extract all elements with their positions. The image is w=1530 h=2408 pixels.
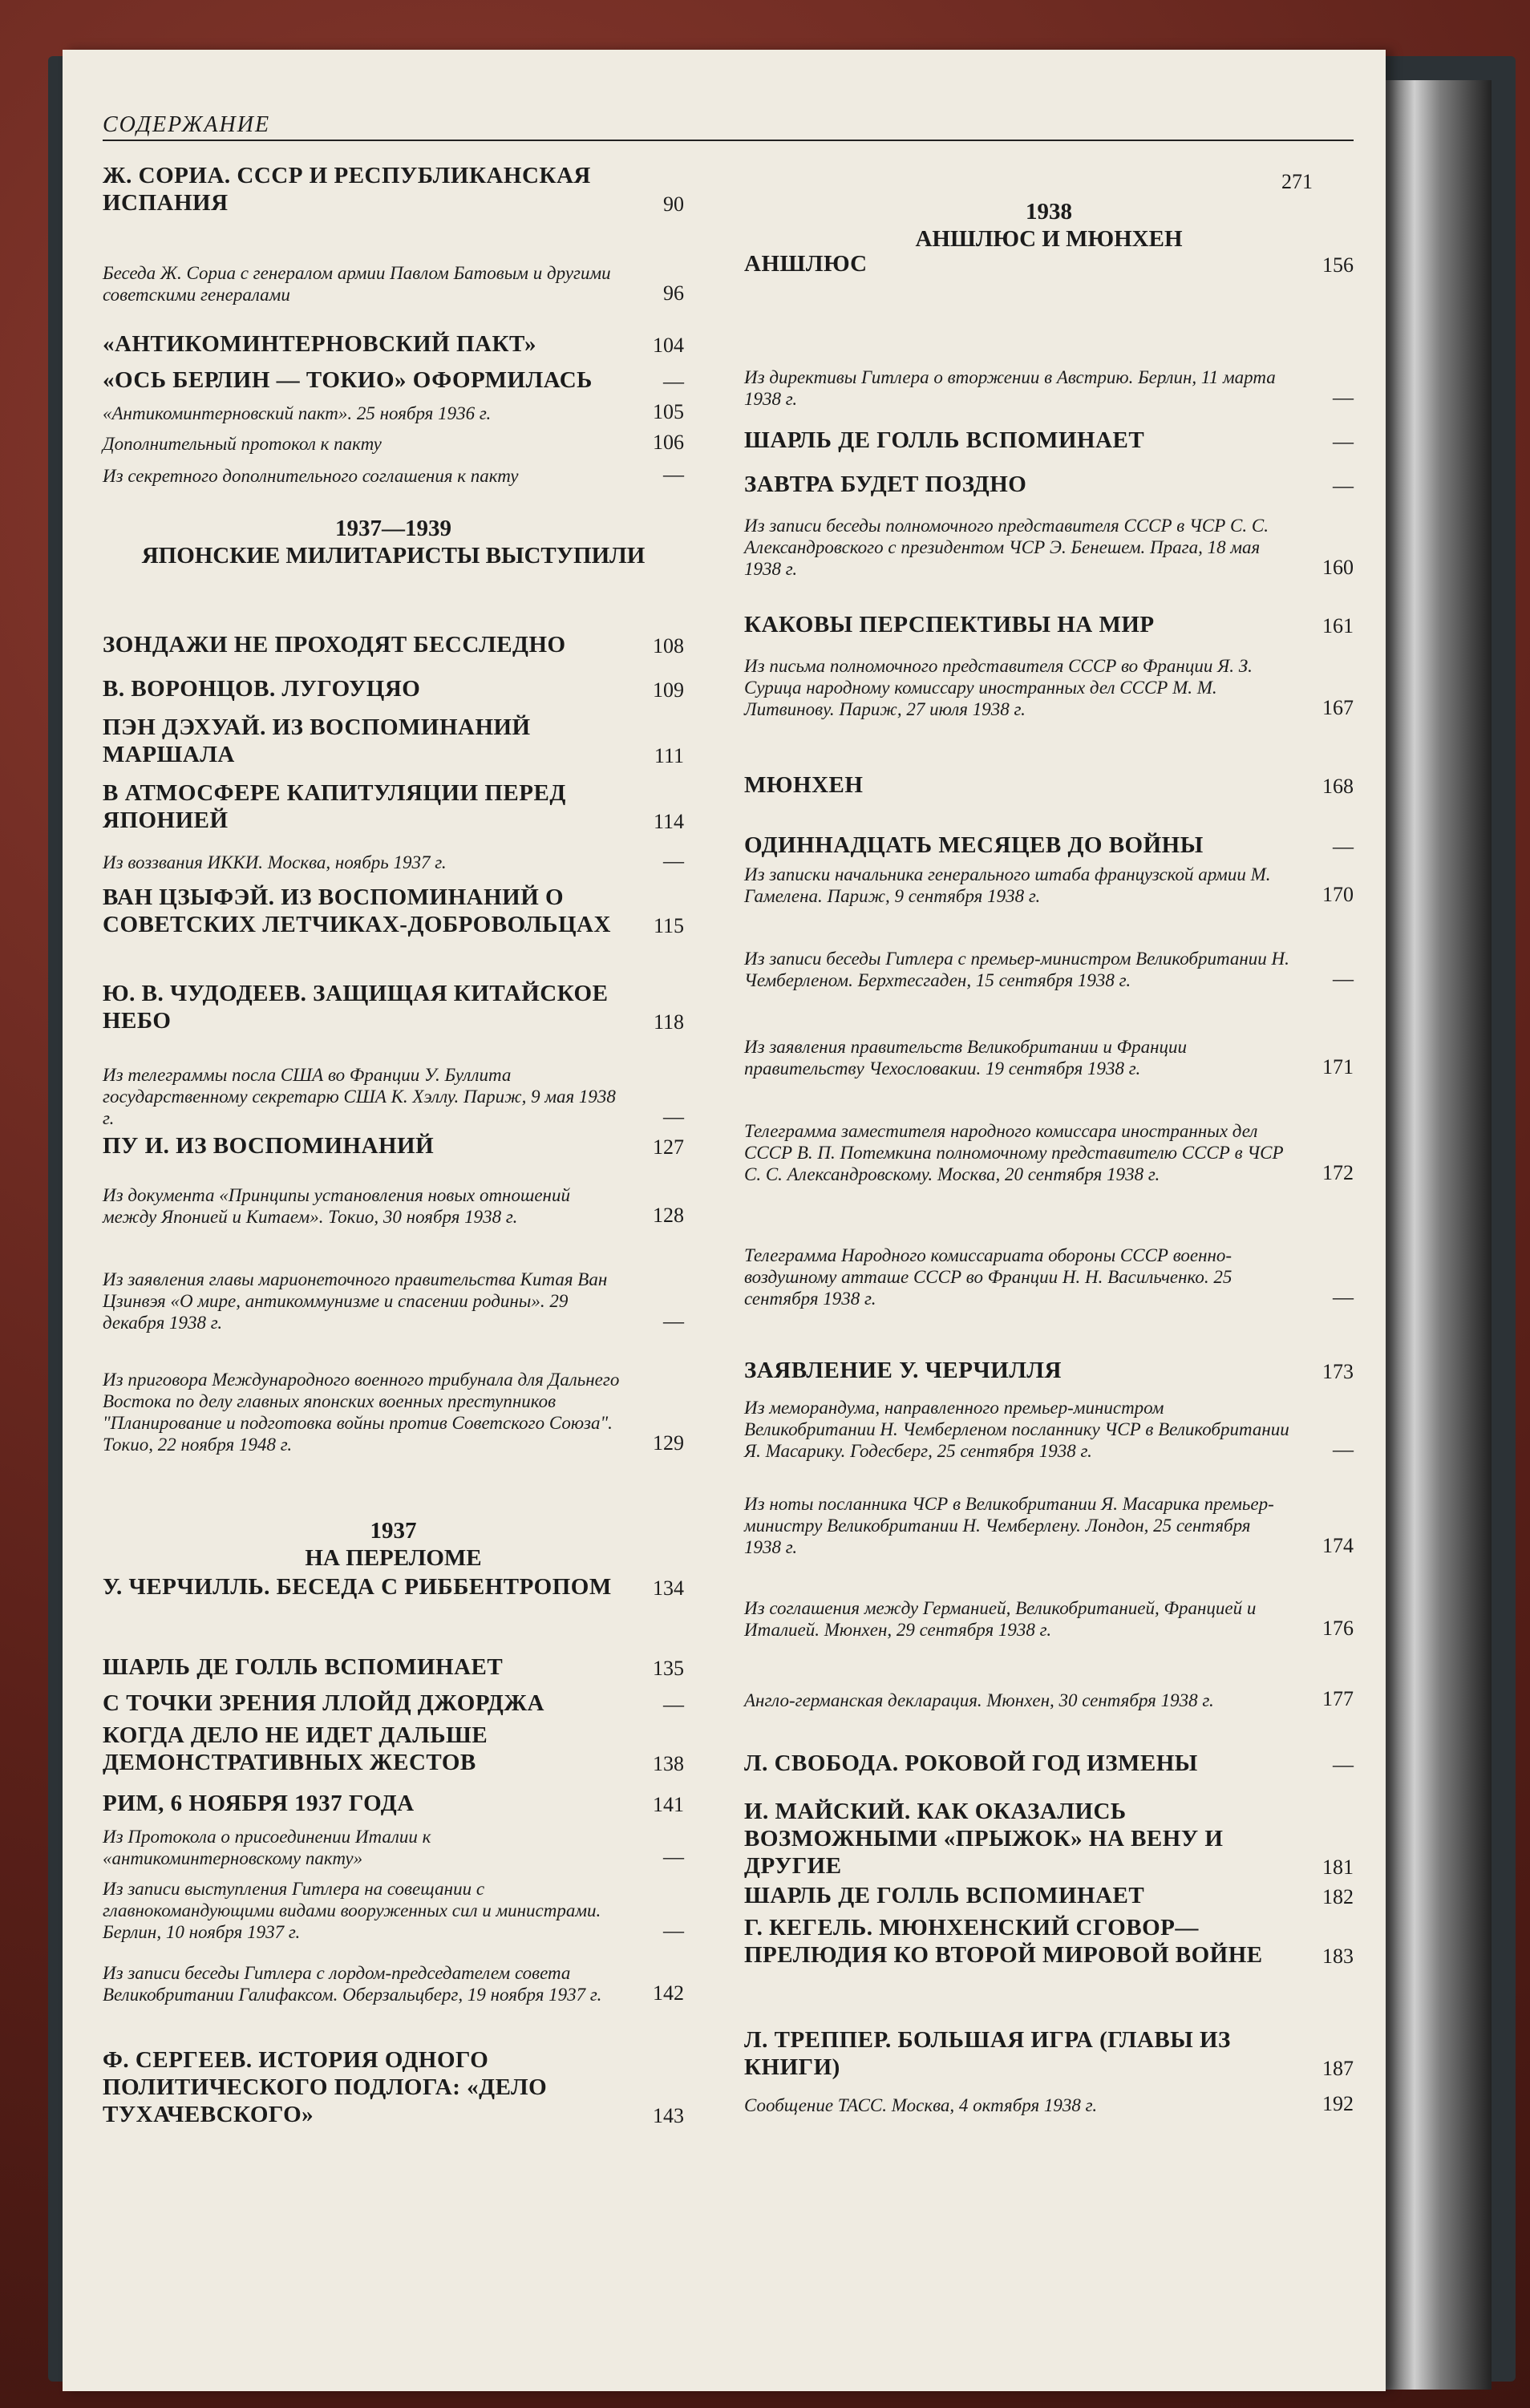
- entry-page-number: 127: [653, 1135, 684, 1159]
- toc-document-entry[interactable]: [103, 1064, 684, 1129]
- entry-title: «АНТИКОМИНТЕРНОВСКИЙ ПАКТ»: [103, 331, 537, 357]
- entry-page-number: 114: [653, 810, 684, 833]
- entry-page-number: —: [663, 1105, 684, 1128]
- toc-document-entry[interactable]: [744, 2094, 1354, 2116]
- entry-note: Дополнительный протокол к пакту: [103, 434, 382, 454]
- entry-note: Беседа Ж. Сориа с генералом армии Павлом Батовым и другими советскими генералами: [103, 263, 611, 305]
- entry-page-number: 182: [1322, 1885, 1354, 1908]
- entry-page-number: 161: [1322, 614, 1354, 637]
- entry-page-number: —: [663, 1309, 684, 1333]
- toc-document-entry[interactable]: [744, 1036, 1354, 1079]
- toc-entry[interactable]: [744, 1798, 1354, 1880]
- entry-page-number: 96: [663, 281, 684, 305]
- entry-page-number: 173: [1322, 1360, 1354, 1383]
- entry-title: ПУ И. ИЗ ВОСПОМИНАНИЙ: [103, 1133, 435, 1159]
- entry-page-number: —: [1333, 835, 1354, 858]
- entry-page-number: —: [663, 1845, 684, 1868]
- toc-document-entry[interactable]: [744, 655, 1354, 720]
- toc-entry[interactable]: [103, 162, 684, 217]
- entry-title: В. ВОРОНЦОВ. ЛУГОУЦЯО: [103, 676, 421, 702]
- entry-page-number: 115: [653, 914, 684, 937]
- entry-note: Из заявления главы марионеточного правительства Китая Ван Цзинвэя «О мире, антикоммунизме и спасении родины». 29 декабря 1938 г.: [103, 1269, 608, 1333]
- toc-entry[interactable]: [744, 1882, 1354, 1909]
- toc-entry[interactable]: [744, 1357, 1354, 1384]
- section-title: ЯПОНСКИЕ МИЛИТАРИСТЫ ВЫСТУПИЛИ: [141, 543, 646, 569]
- toc-document-entry[interactable]: [744, 1597, 1354, 1641]
- entry-note: Из директивы Гитлера о вторжении в Австрию. Берлин, 11 марта 1938 г.: [744, 367, 1276, 409]
- toc-document-entry[interactable]: [103, 433, 684, 455]
- entry-page-number: 170: [1322, 883, 1354, 906]
- toc-entry[interactable]: [744, 1750, 1354, 1777]
- toc-document-entry[interactable]: [103, 1184, 684, 1228]
- toc-entry[interactable]: [103, 675, 684, 702]
- entry-title: Ж. СОРИА. СССР И РЕСПУБЛИКАНСКАЯ ИСПАНИЯ: [103, 163, 591, 216]
- entry-title: ЗАЯВЛЕНИЕ У. ЧЕРЧИЛЛЯ: [744, 1358, 1062, 1383]
- entry-title: «ОСЬ БЕРЛИН — ТОКИО» ОФОРМИЛАСЬ: [103, 367, 593, 393]
- toc-document-entry[interactable]: [744, 1687, 1354, 1711]
- entry-page-number: 141: [653, 1793, 684, 1816]
- entry-note: Из заявления правительств Великобритании и Франции правительству Чехословакии. 19 сентября 1938 г.: [744, 1037, 1187, 1079]
- entry-title: ПЭН ДЭХУАЙ. ИЗ ВОСПОМИНАНИЙ МАРШАЛА: [103, 714, 531, 767]
- entry-title: ОДИННАДЦАТЬ МЕСЯЦЕВ ДО ВОЙНЫ: [744, 832, 1204, 858]
- toc-entry[interactable]: [103, 330, 684, 358]
- entry-page-number: 143: [653, 2104, 684, 2127]
- entry-page-number: 129: [653, 1431, 684, 1455]
- toc-entry[interactable]: [103, 884, 684, 938]
- entry-note: Из записки начальника генерального штаба французской армии М. Гамелена. Париж, 9 сентября 1938 г.: [744, 864, 1271, 906]
- entry-page-number: 181: [1322, 1856, 1354, 1879]
- entry-page-number: 138: [653, 1752, 684, 1775]
- section-heading: [744, 198, 1354, 253]
- entry-note: Из записи выступления Гитлера на совещании с главнокомандующими видами вооруженных сил и министрами. Берлин, 10 ноября 1937 г.: [103, 1879, 601, 1942]
- entry-page-number: —: [1333, 1438, 1354, 1461]
- toc-entry[interactable]: [103, 980, 684, 1034]
- toc-document-entry[interactable]: [744, 515, 1354, 580]
- entry-page-number: 108: [653, 634, 684, 658]
- entry-page-number: 134: [653, 1576, 684, 1600]
- entry-note: «Антикоминтерновский пакт». 25 ноября 1936 г.: [103, 403, 492, 423]
- toc-document-entry[interactable]: [744, 948, 1354, 991]
- entry-page-number: —: [663, 1919, 684, 1942]
- entry-page-number: 111: [654, 744, 684, 767]
- entry-page-number: 104: [653, 334, 684, 357]
- entry-note: Из записи беседы полномочного представителя СССР в ЧСР С. С. Александровского с президентом ЧСР Э. Бенешем. Прага, 18 мая 1938 г.: [744, 516, 1269, 579]
- toc-document-entry[interactable]: [103, 1878, 684, 1943]
- toc-entry[interactable]: [103, 779, 684, 834]
- book-page: [63, 50, 1386, 2391]
- entry-note: Из секретного дополнительного соглашения к пакту: [103, 466, 519, 486]
- toc-document-entry[interactable]: [744, 1244, 1354, 1309]
- entry-page-number: 90: [663, 192, 684, 216]
- toc-document-entry[interactable]: [103, 400, 684, 424]
- entry-page-number: —: [1333, 386, 1354, 409]
- entry-page-number: —: [1333, 430, 1354, 453]
- entry-page-number: 106: [653, 431, 684, 454]
- entry-page-number: —: [1333, 967, 1354, 990]
- toc-entry[interactable]: [103, 366, 684, 394]
- toc-document-entry[interactable]: [744, 1397, 1354, 1462]
- entry-page-number: 174: [1322, 1534, 1354, 1557]
- toc-document-entry[interactable]: [103, 1369, 684, 1455]
- entry-page-number: 177: [1322, 1687, 1354, 1710]
- entry-page-number: —: [663, 849, 684, 872]
- section-year: 1938: [1026, 199, 1072, 225]
- entry-note: Из соглашения между Германией, Великобританией, Францией и Италией. Мюнхен, 29 сентября 1938 г.: [744, 1598, 1257, 1640]
- toc-entry[interactable]: [103, 1790, 684, 1817]
- section-heading: [103, 1517, 684, 1572]
- section-heading: [103, 515, 684, 569]
- toc-entry[interactable]: [744, 250, 1354, 277]
- entry-note: Англо-германская декларация. Мюнхен, 30 сентября 1938 г.: [744, 1690, 1214, 1710]
- entry-title: ЗАВТРА БУДЕТ ПОЗДНО: [744, 471, 1027, 497]
- entry-title: В АТМОСФЕРЕ КАПИТУЛЯЦИИ ПЕРЕД ЯПОНИЕЙ: [103, 780, 566, 833]
- toc-entry[interactable]: [103, 2046, 684, 2128]
- toc-entry[interactable]: [103, 714, 684, 768]
- entry-page-number: —: [663, 1693, 684, 1716]
- entry-page-number: —: [1333, 474, 1354, 497]
- toc-entry[interactable]: [744, 1914, 1354, 1969]
- entry-page-number: 171: [1322, 1055, 1354, 1079]
- entry-note: Из Протокола о присоединении Италии к «антикоминтерновскому пакту»: [103, 1827, 431, 1868]
- entry-page-number: 183: [1322, 1945, 1354, 1968]
- entry-title: КОГДА ДЕЛО НЕ ИДЕТ ДАЛЬШЕ ДЕМОНСТРАТИВНЫХ ЖЕСТОВ: [103, 1722, 488, 1775]
- entry-title: ШАРЛЬ ДЕ ГОЛЛЬ ВСПОМИНАЕТ: [744, 1883, 1145, 1908]
- entry-page-number: 135: [653, 1657, 684, 1680]
- entry-note: Из ноты посланника ЧСР в Великобритании Я. Масарика премьер-министру Великобритании Н. Чемберлену. Лондон, 25 сентября 1938 г.: [744, 1494, 1274, 1557]
- entry-page-number: —: [1333, 1753, 1354, 1776]
- entry-note: Из телеграммы посла США во Франции У. Буллита государственному секретарю США К. Хэллу. Париж, 9 мая 1938 г.: [103, 1065, 616, 1128]
- entry-page-number: —: [663, 370, 684, 393]
- entry-page-number: —: [663, 463, 684, 486]
- entry-title: Ю. В. ЧУДОДЕЕВ. ЗАЩИЩАЯ КИТАЙСКОЕ НЕБО: [103, 981, 609, 1034]
- page-number: 271: [1281, 170, 1313, 193]
- toc-entry[interactable]: [744, 471, 1354, 498]
- toc-entry[interactable]: [103, 631, 684, 658]
- entry-page-number: 118: [653, 1010, 684, 1034]
- entry-title: Л. СВОБОДА. РОКОВОЙ ГОД ИЗМЕНЫ: [744, 1750, 1198, 1776]
- entry-note: Из письма полномочного представителя СССР во Франции Я. З. Сурица народному комиссару иностранных дел СССР М. М. Литвинову. Париж, 27 июля 1938 г.: [744, 656, 1253, 719]
- toc-entry[interactable]: [103, 1690, 684, 1717]
- entry-note: Из записи беседы Гитлера с премьер-министром Великобритании Н. Чемберленом. Берхтесгаден, 15 сентября 1938 г.: [744, 949, 1289, 990]
- toc-entry[interactable]: [744, 2026, 1354, 2081]
- toc-entry[interactable]: [744, 832, 1354, 859]
- toc-document-entry[interactable]: [103, 465, 684, 487]
- toc-entry[interactable]: [744, 427, 1354, 454]
- toc-document-entry[interactable]: [744, 1493, 1354, 1558]
- entry-page-number: 168: [1322, 775, 1354, 798]
- section-year: 1937—1939: [335, 516, 451, 541]
- entry-title: Л. ТРЕППЕР. БОЛЬШАЯ ИГРА (ГЛАВЫ ИЗ КНИГИ): [744, 2027, 1231, 2080]
- entry-note: Из документа «Принципы установления новых отношений между Японией и Китаем». Токио, 30 ноября 1938 г.: [103, 1185, 570, 1227]
- entry-note: Из воззвания ИККИ. Москва, ноябрь 1937 г.: [103, 852, 447, 872]
- entry-note: Из записи беседы Гитлера с лордом-председателем совета Великобритании Галифаксом. Оберзальцберг, 19 ноября 1937 г.: [103, 1963, 602, 2005]
- entry-page-number: 187: [1322, 2057, 1354, 2080]
- entry-page-number: 176: [1322, 1617, 1354, 1640]
- entry-note: Сообщение ТАСС. Москва, 4 октября 1938 г.: [744, 2095, 1098, 2115]
- toc-document-entry[interactable]: [744, 366, 1354, 410]
- toc-document-entry[interactable]: [744, 864, 1354, 907]
- entry-title: МЮНХЕН: [744, 772, 864, 798]
- entry-title: ШАРЛЬ ДЕ ГОЛЛЬ ВСПОМИНАЕТ: [103, 1654, 504, 1680]
- entry-page-number: 172: [1322, 1161, 1354, 1184]
- entry-title: Ф. СЕРГЕЕВ. ИСТОРИЯ ОДНОГО ПОЛИТИЧЕСКОГО ПОДЛОГА: «ДЕЛО ТУХАЧЕВСКОГО»: [103, 2047, 548, 2127]
- entry-page-number: 192: [1322, 2092, 1354, 2115]
- section-title: АНШЛЮС И МЮНХЕН: [915, 226, 1183, 252]
- entry-title: ВАН ЦЗЫФЭЙ. ИЗ ВОСПОМИНАНИЙ О СОВЕТСКИХ ЛЕТЧИКАХ-ДОБРОВОЛЬЦАХ: [103, 884, 611, 937]
- entry-title: РИМ, 6 НОЯБРЯ 1937 ГОДА: [103, 1791, 415, 1816]
- entry-title: ЗОНДАЖИ НЕ ПРОХОДЯТ БЕССЛЕДНО: [103, 632, 566, 658]
- toc-entry[interactable]: [744, 771, 1354, 799]
- entry-title: С ТОЧКИ ЗРЕНИЯ ЛЛОЙД ДЖОРДЖА: [103, 1690, 544, 1716]
- header-rule: [103, 140, 1354, 141]
- entry-page-number: 128: [653, 1204, 684, 1227]
- toc-entry[interactable]: [103, 1573, 684, 1601]
- entry-page-number: 105: [653, 400, 684, 423]
- toc-document-entry[interactable]: [103, 1826, 684, 1869]
- toc-document-entry[interactable]: [103, 262, 684, 306]
- entry-note: Телеграмма Народного комиссариата обороны СССР военно-воздушному атташе СССР во Франции Н. Н. Васильченко. 25 сентября 1938 г.: [744, 1245, 1232, 1309]
- toc-document-entry[interactable]: [744, 1120, 1354, 1185]
- toc-entry[interactable]: [103, 1653, 684, 1681]
- entry-page-number: —: [1333, 1285, 1354, 1309]
- entry-title: У. ЧЕРЧИЛЛЬ. БЕСЕДА С РИББЕНТРОПОМ: [103, 1574, 612, 1600]
- section-title: НА ПЕРЕЛОМЕ: [305, 1545, 482, 1571]
- entry-note: Из меморандума, направленного премьер-министром Великобритании Н. Чемберленом посланнику ЧСР в Великобритании Я. Масарику. Годесберг, 25 сентября 1938 г.: [744, 1398, 1289, 1461]
- toc-entry[interactable]: [744, 611, 1354, 638]
- entry-title: КАКОВЫ ПЕРСПЕКТИВЫ НА МИР: [744, 612, 1155, 637]
- page-header: СОДЕРЖАНИЕ: [103, 112, 271, 137]
- entry-page-number: 142: [653, 1981, 684, 2005]
- entry-page-number: 109: [653, 678, 684, 702]
- entry-page-number: 156: [1322, 253, 1354, 277]
- entry-note: Телеграмма заместителя народного комиссара иностранных дел СССР В. П. Потемкина полномочному представителю СССР в ЧСР С. С. Александровскому. Москва, 20 сентября 1938 г.: [744, 1121, 1284, 1184]
- entry-page-number: 167: [1322, 696, 1354, 719]
- toc-entry[interactable]: [103, 1132, 684, 1159]
- toc-document-entry[interactable]: [103, 849, 684, 873]
- entry-page-number: 160: [1322, 556, 1354, 579]
- entry-title: АНШЛЮС: [744, 251, 868, 277]
- section-year: 1937: [370, 1518, 417, 1544]
- entry-title: Г. КЕГЕЛЬ. МЮНХЕНСКИЙ СГОВОР—ПРЕЛЮДИЯ КО ВТОРОЙ МИРОВОЙ ВОЙНЕ: [744, 1915, 1263, 1968]
- toc-document-entry[interactable]: [103, 1269, 684, 1334]
- toc-document-entry[interactable]: [103, 1962, 684, 2005]
- toc-entry[interactable]: [103, 1722, 684, 1776]
- entry-title: И. МАЙСКИЙ. КАК ОКАЗАЛИСЬ ВОЗМОЖНЫМИ «ПРЫЖОК» НА ВЕНУ И ДРУГИЕ: [744, 1799, 1224, 1879]
- entry-note: Из приговора Международного военного трибунала для Дальнего Востока по делу главных японских военных преступников "Планирование и подготовка войны против Советского Союза". Токио, 22 ноября 1948 г.: [103, 1370, 620, 1455]
- entry-title: ШАРЛЬ ДЕ ГОЛЛЬ ВСПОМИНАЕТ: [744, 427, 1145, 453]
